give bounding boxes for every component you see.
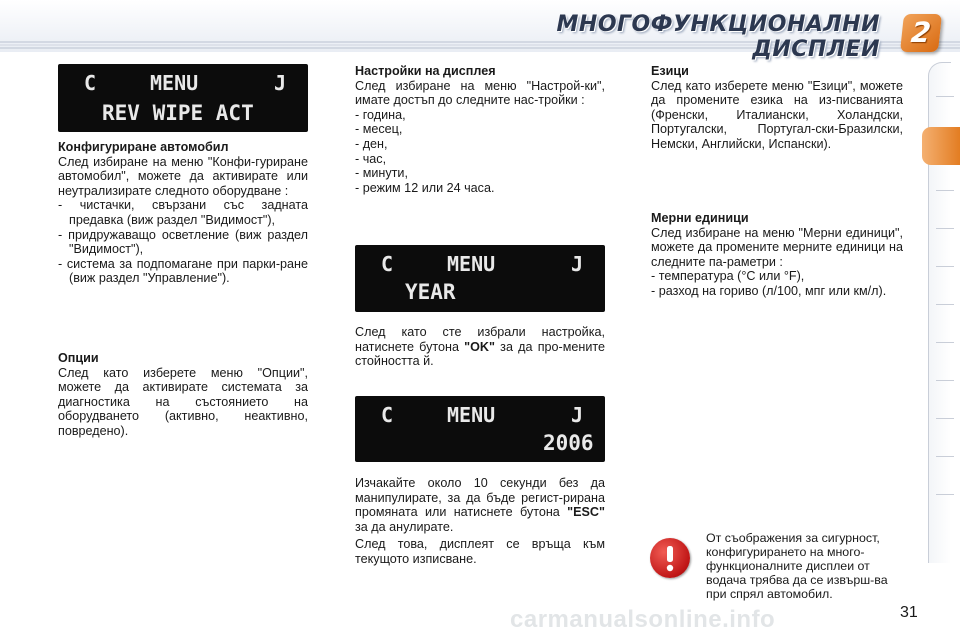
units-heading: Мерни единици — [651, 211, 749, 225]
settings-list-item: - месец, — [355, 122, 605, 137]
side-tick — [936, 190, 954, 191]
chapter-number: 2 — [909, 16, 933, 49]
units-text: След избиране на меню "Мерни единици", можете да промените мерните единици на следните па-раметри : — [651, 225, 903, 269]
side-tick — [936, 456, 954, 457]
languages-text: След като изберете меню "Езици", можете да промените езика на из-писванията (Френски, Италиански, Холандски, Португалски, Португал-ски-Бразилски, Немски, Английски, Испански). — [651, 78, 903, 151]
settings-heading: Настройки на дисплея — [355, 64, 496, 78]
units-list-item: - разход на гориво (л/100, мпг или км/л). — [651, 284, 903, 299]
config-section — [58, 140, 308, 286]
warning-box — [640, 526, 912, 602]
page-number: 31 — [900, 604, 918, 621]
return-text: След това, дисплеят се връща към текущото изписване. — [355, 537, 605, 566]
side-tick — [936, 342, 954, 343]
settings-list-item: - минути, — [355, 166, 605, 181]
settings-list-item: - ден, — [355, 137, 605, 152]
side-tick — [936, 304, 954, 305]
esc-text-pre: Изчакайте около 10 секунди без да манипулирате, за да бъде регист-рирана промяната или натиснете бутона — [355, 476, 605, 520]
settings-text: След избиране на меню "Настрой-ки", имате достъп до следните нас-тройки : — [355, 78, 605, 108]
side-tick — [936, 228, 954, 229]
side-tick — [936, 266, 954, 267]
ok-text-post: за да про-мените стойността й. — [355, 339, 605, 369]
units-list-item: - температура (°C или °F), — [651, 269, 903, 284]
display-line1-left: C — [381, 252, 394, 276]
watermark: carmanualsonline.info — [510, 606, 776, 633]
settings-list — [355, 108, 605, 196]
settings-list-item: - час, — [355, 152, 605, 167]
esc-instruction-text — [355, 476, 605, 534]
ok-text-pre: След като сте избрали настройка, натиснете бутона — [355, 325, 605, 354]
display-line1-right: J — [571, 252, 584, 276]
side-tick — [936, 418, 954, 419]
ok-instruction — [355, 325, 605, 369]
ok-button-label: "OK" — [464, 339, 495, 354]
options-text: След като изберете меню "Опции", можете да активирате системата за диагностика на състоянието на оборудването (активно, неактивно, повредено). — [58, 365, 308, 438]
config-heading: Конфигуриране автомобил — [58, 140, 229, 154]
esc-text-post: за да анулирате. — [355, 519, 454, 534]
config-list — [58, 198, 308, 286]
chapter-tab[interactable] — [922, 127, 960, 165]
exclamation-icon — [650, 538, 690, 578]
page-title: МНОГОФУНКЦИОНАЛНИ ДИСПЛЕИ — [556, 12, 880, 62]
warning-text: От съображения за сигурност, конфигурирането на много-функционалните дисплеи от водача трябва да се извърш-ва при спрял автомобил. — [706, 531, 888, 601]
units-list — [651, 269, 903, 298]
config-list-item: - придружаващо осветление (виж раздел "Видимост"), — [58, 228, 308, 257]
display-line1-right: J — [571, 403, 584, 427]
languages-heading: Езици — [651, 64, 689, 78]
display-line1-left: C — [84, 71, 97, 95]
side-tick — [936, 494, 954, 495]
display-line1-menu: MENU — [447, 252, 496, 276]
display-line1-left: C — [381, 403, 394, 427]
options-section — [58, 351, 308, 439]
esc-instruction — [355, 476, 605, 567]
side-tick — [936, 96, 954, 97]
chapter-badge — [900, 14, 942, 52]
display-line2-value: YEAR — [405, 280, 456, 304]
display-line1-menu: MENU — [150, 71, 199, 95]
side-tick — [936, 380, 954, 381]
options-heading: Опции — [58, 351, 99, 365]
display-line1-menu: MENU — [447, 403, 496, 427]
display-screen-2006 — [355, 396, 605, 462]
ok-instruction-text — [355, 325, 605, 369]
display-line2-value: REV WIPE ACT — [102, 101, 254, 125]
esc-button-label: "ESC" — [567, 505, 605, 520]
units-section — [651, 211, 903, 299]
config-list-item: - чистачки, свързани със задната предавка (виж раздел "Видимост"), — [58, 198, 308, 227]
settings-list-item: - година, — [355, 108, 605, 123]
display-screen-year — [355, 245, 605, 312]
settings-section — [355, 64, 605, 195]
display-line2-value: 2006 — [543, 431, 594, 455]
display-screen-config — [58, 64, 308, 132]
display-line1-right: J — [274, 71, 287, 95]
languages-section — [651, 64, 903, 152]
config-list-item: - система за подпомагане при парки-ране (виж раздел "Управление"). — [58, 257, 308, 286]
config-text: След избиране на меню "Конфи-гуриране автомобил", можете да активирате или неутрализирате следното оборудване : — [58, 154, 308, 198]
settings-list-item: - режим 12 или 24 часа. — [355, 181, 605, 196]
